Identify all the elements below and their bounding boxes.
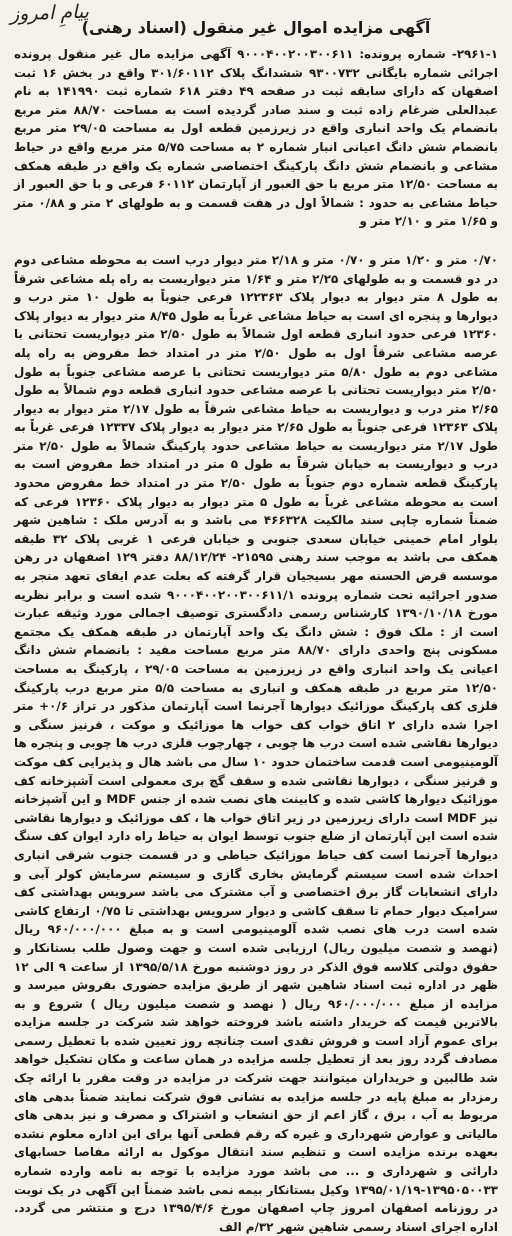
handwritten-newspaper-name: پیامِ امروز <box>9 0 90 26</box>
ad-paragraph-1: ۲۹۶۱-۱- شماره پرونده: ۹۰۰۰۴۰۰۲۰۰۳۰۰۶۱۱ آگهی مزایده مال غیر منقول پرونده اجرائی شماره بایگانی ۹۳۰۰۷۳۲ ششدانگ پلاک ۳۰۱/۶۰۱۱۲ واقع در بخش ۱۶ ثبت اصفهان که دارای سابقه ثبت در صفحه ۴۹ دفتر ۶۱۸ شماره ثبت ۱۴۱۹۹۰ به نام عبدالعلی ضرغام زاده ثبت و سند صادر گردیده است به مساحت ۸۸/۷۰ متر مربع بانضمام یک واحد انباری واقع در زیرزمین قطعه اول به مساحت ۲۹/۰۵ متر مربع بانضمام شش دانگ اعیانی انبار شماره ۲ به مساحت ۵/۷۵ متر مربع واقع در حیاط مشاعی و بانضمام شش دانگ پارکینگ اختصاصی شماره یک واقع در طبقه همکف به مساحت ۱۲/۵۰ متر مربع با حق العبور از آپارتمان ۶۰۱۱۲ فرعی و با حق العبور از حیاط مشاعی به حدود : شمالاً اول در هفت قسمت و به طولهای ۲ متر و ۰/۸۸ متر و ۱/۶۵ متر و ۲/۱۰ متر و <box>14 47 498 229</box>
paragraph-gap <box>14 231 498 251</box>
ad-paragraph-2: ۰/۷۰ متر و ۱/۲۰ متر و ۰/۷۰ متر و ۲/۱۸ متر دیوار درب است به محوطه مشاعی دوم در دو قسمت و به طولهای ۲/۲۵ متر و ۱/۶۴ متر دیواریست به راه پله مشاعی شرقاً به طول ۸ متر دیوار به دیوار پلاک ۱۲۲۳۶۳ فرعی جنوباً به طول ۱۰ متر درب و دیوارها و پنجره ای است به حیاط مشاعی غرباً به طول ۸/۴۵ متر دیوار به دیوار پلاک ۱۲۳۶۰ فرعی حدود انباری قطعه اول شمالاً به طول ۲/۵۰ متر دیواریست تحتانی با عرصه مشاعی شرقاً اول به طول ۲/۵۰ متر در امتداد خط مفروض به راه پله مشاعی دوم به طول ۵/۸۰ متر دیواریست تحتانی با عرصه مشاعی جنوباً به طول ۲/۵۰ متر دیواریست تحتانی با عرصه مشاعی حدود انباری قطعه دوم شمالاً به طول ۲/۶۵ متر درب و دیواریست به حیاط مشاعی شرقاً به طول ۲/۱۷ متر دیوار به دیوار پلاک ۱۲۳۶۳ فرعی جنوباً به طول ۲/۶۵ متر دیوار به دیوار پلاک ۱۲۳۳۷ فرعی غرباً به طول ۲/۱۷ متر دیواریست به حیاط مشاعی حدود پارکینگ شمالاً به طول ۲/۵۰ متر درب و دیواریست به خیابان شرقاً به طول ۵ متر در امتداد خط مفروض است به پارکینگ قطعه شماره دوم جنوباً به طول ۲/۵۰ متر در امتداد خط مفروض محدود است به محوطه مشاعی غرباً به طول ۵ متر دیوار به دیوار پلاک ۱۲۳۶۰ فرعی که ضمناً شماره چاپی سند مالکیت ۴۶۶۳۲۸ می باشد و به آدرس ملک : شاهین شهر بلوار امام خمینی خیابان سعدی جنوبی و خیابان فرعی ۱ غربی پلاک ۳۲ طبقه همکف می باشد به موجب سند رهنی ۲۱۵۹۵- ۸۸/۱۲/۲۴ دفتر ۱۲۹ اصفهان در رهن موسسه قرض الحسنه مهر بسیجیان قرار گرفته که بعلت عدم ایفای تعهد منجر به صدور اجرائیه تحت شماره پرونده ۹۰۰۰۴۰۰۲۰۰۳۰۰۶۱۱/۱ شده است و برابر نظریه مورخ ۱۳۹۰/۱۰/۱۸ کارشناس رسمی دادگستری توصیف اجمالی مورد وثیقه عبارت است از : ملک فوق : شش دانگ یک واحد آپارتمان در طبقه همکف یک مجتمع مسکونی پنج واحدی دارای ۸۸/۷۰ متر مربع مساحت مفید : بانضمام شش دانگ اعیانی یک واحد انباری واقع در زیرزمین به مساحت ۲۹/۰۵ ، پارکینگ به مساحت ۱۲/۵۰ متر مربع در طبقه همکف و انباری به مساحت ۵/۵ متر مربع درب پارکینگ فلزی کف پارکینگ موزائیک دیوارها آجرنما است آپارتمان مذکور در تراز ۰/۶+ متر اجرا شده دارای ۲ اتاق خواب کف خواب ها موزائیک و موکت ، قرنیز سنگی و دیوارها نقاشی شده است درب ها چوبی ، چهارچوب فلزی درب ها چوبی و پنجره ها آلومینیومی است قدمت ساختمان حدود ۱۰ سال می باشد هال و پذیرایی کف موکت و قرنیز سنگی ، دیوارها نقاشی شده و سقف گچ بری معمولی است آشپزخانه کف موزائیک دیوارها کاشی شده و کابینت های نصب شده از جنس MDF و این آشپزخانه نیز MDF است دارای زیرزمین در زیر اتاق خواب ها ، کف موزائیک و دیوارها نقاشی شده است این آپارتمان از ضلع جنوب توسط ایوان به حیاط راه دارد ایوان کف سنگ دیوارها آجرنما است کف حیاط موزائیک حیاطی و در قسمت جنوب شرقی انباری احداث شده است سیستم گرمایش بخاری گازی و سیستم سرمایش کولر آبی و دارای انشعابات گاز برق اختصاصی و آب مشترک می باشد سرویس بهداشتی کف سرامیک دیوار حمام تا سقف کاشی و دیوار سرویس بهداشتی تا ۰/۷۵ ارتفاع کاشی شده است درب های نصب شده آلومینیومی است و به مبلغ ۹۶۰/۰۰۰/۰۰۰ ریال (نهصد و شصت میلیون ریال) ارزیابی شده است و جهت وصول طلب بستانکار و حقوق دولتی کلاسه فوق الذکر در روز دوشنبه مورخ ۱۳۹۵/۵/۱۸ از ساعت ۹ الی ۱۲ ظهر در اداره ثبت اسناد شاهین شهر از طریق مزایده حضوری بفروش میرسد و مزایده از مبلغ ۹۶۰/۰۰۰/۰۰۰ ریال ( نهصد و شصت میلیون ریال ) شروع و به بالاترین قیمت که خریدار داشته باشد فروخته خواهد شد شرکت در جلسه مزایده برای عموم آزاد است و فروش نقدی است چنانچه روز تعیین شده با تعطیل رسمی مصادف گردد روز بعد از تعطیل جلسه مزایده در همان ساعت و مکان تشکیل خواهد شد طالبین و خریداران میتوانند جهت شرکت در مزایده در وقت مقرر با ارائه چک رمزدار به مبلغ پایه در جلسه مزایده به نشانی فوق شرکت نمایند ضمناً بدهی های مربوط به آب ، برق ، گاز اعم از حق انشعاب و اشتراک و مصرف و نیز بدهی های مالیاتی و عوارض شهرداری و غیره که رقم قطعی آنها برای این اداره معلوم نشده بعهده برنده مزایده است و تنظیم سند انتقال موکول به ارائه مفاصا حسابهای دارائی و شهرداری و ... می باشد مورد مزایده با توجه به نامه وارده شماره ۱۳۹۵۰۵۰۰۳۳-۱۳۹۵/۰۱/۱۹ وکیل بستانکار بیمه نمی باشد ضمناً این آگهی در یک نوبت در روزنامه اصفهان امروز چاپ اصفهان مورخ ۱۳۹۵/۴/۶ درج و منتشر می گردد. اداره اجرای اسناد رسمی شاهین شهر ۳۲/م الف <box>14 252 499 1234</box>
ad-title: آگهی مزایده اموال غیر منقول (اسناد رهنی) <box>81 18 431 37</box>
